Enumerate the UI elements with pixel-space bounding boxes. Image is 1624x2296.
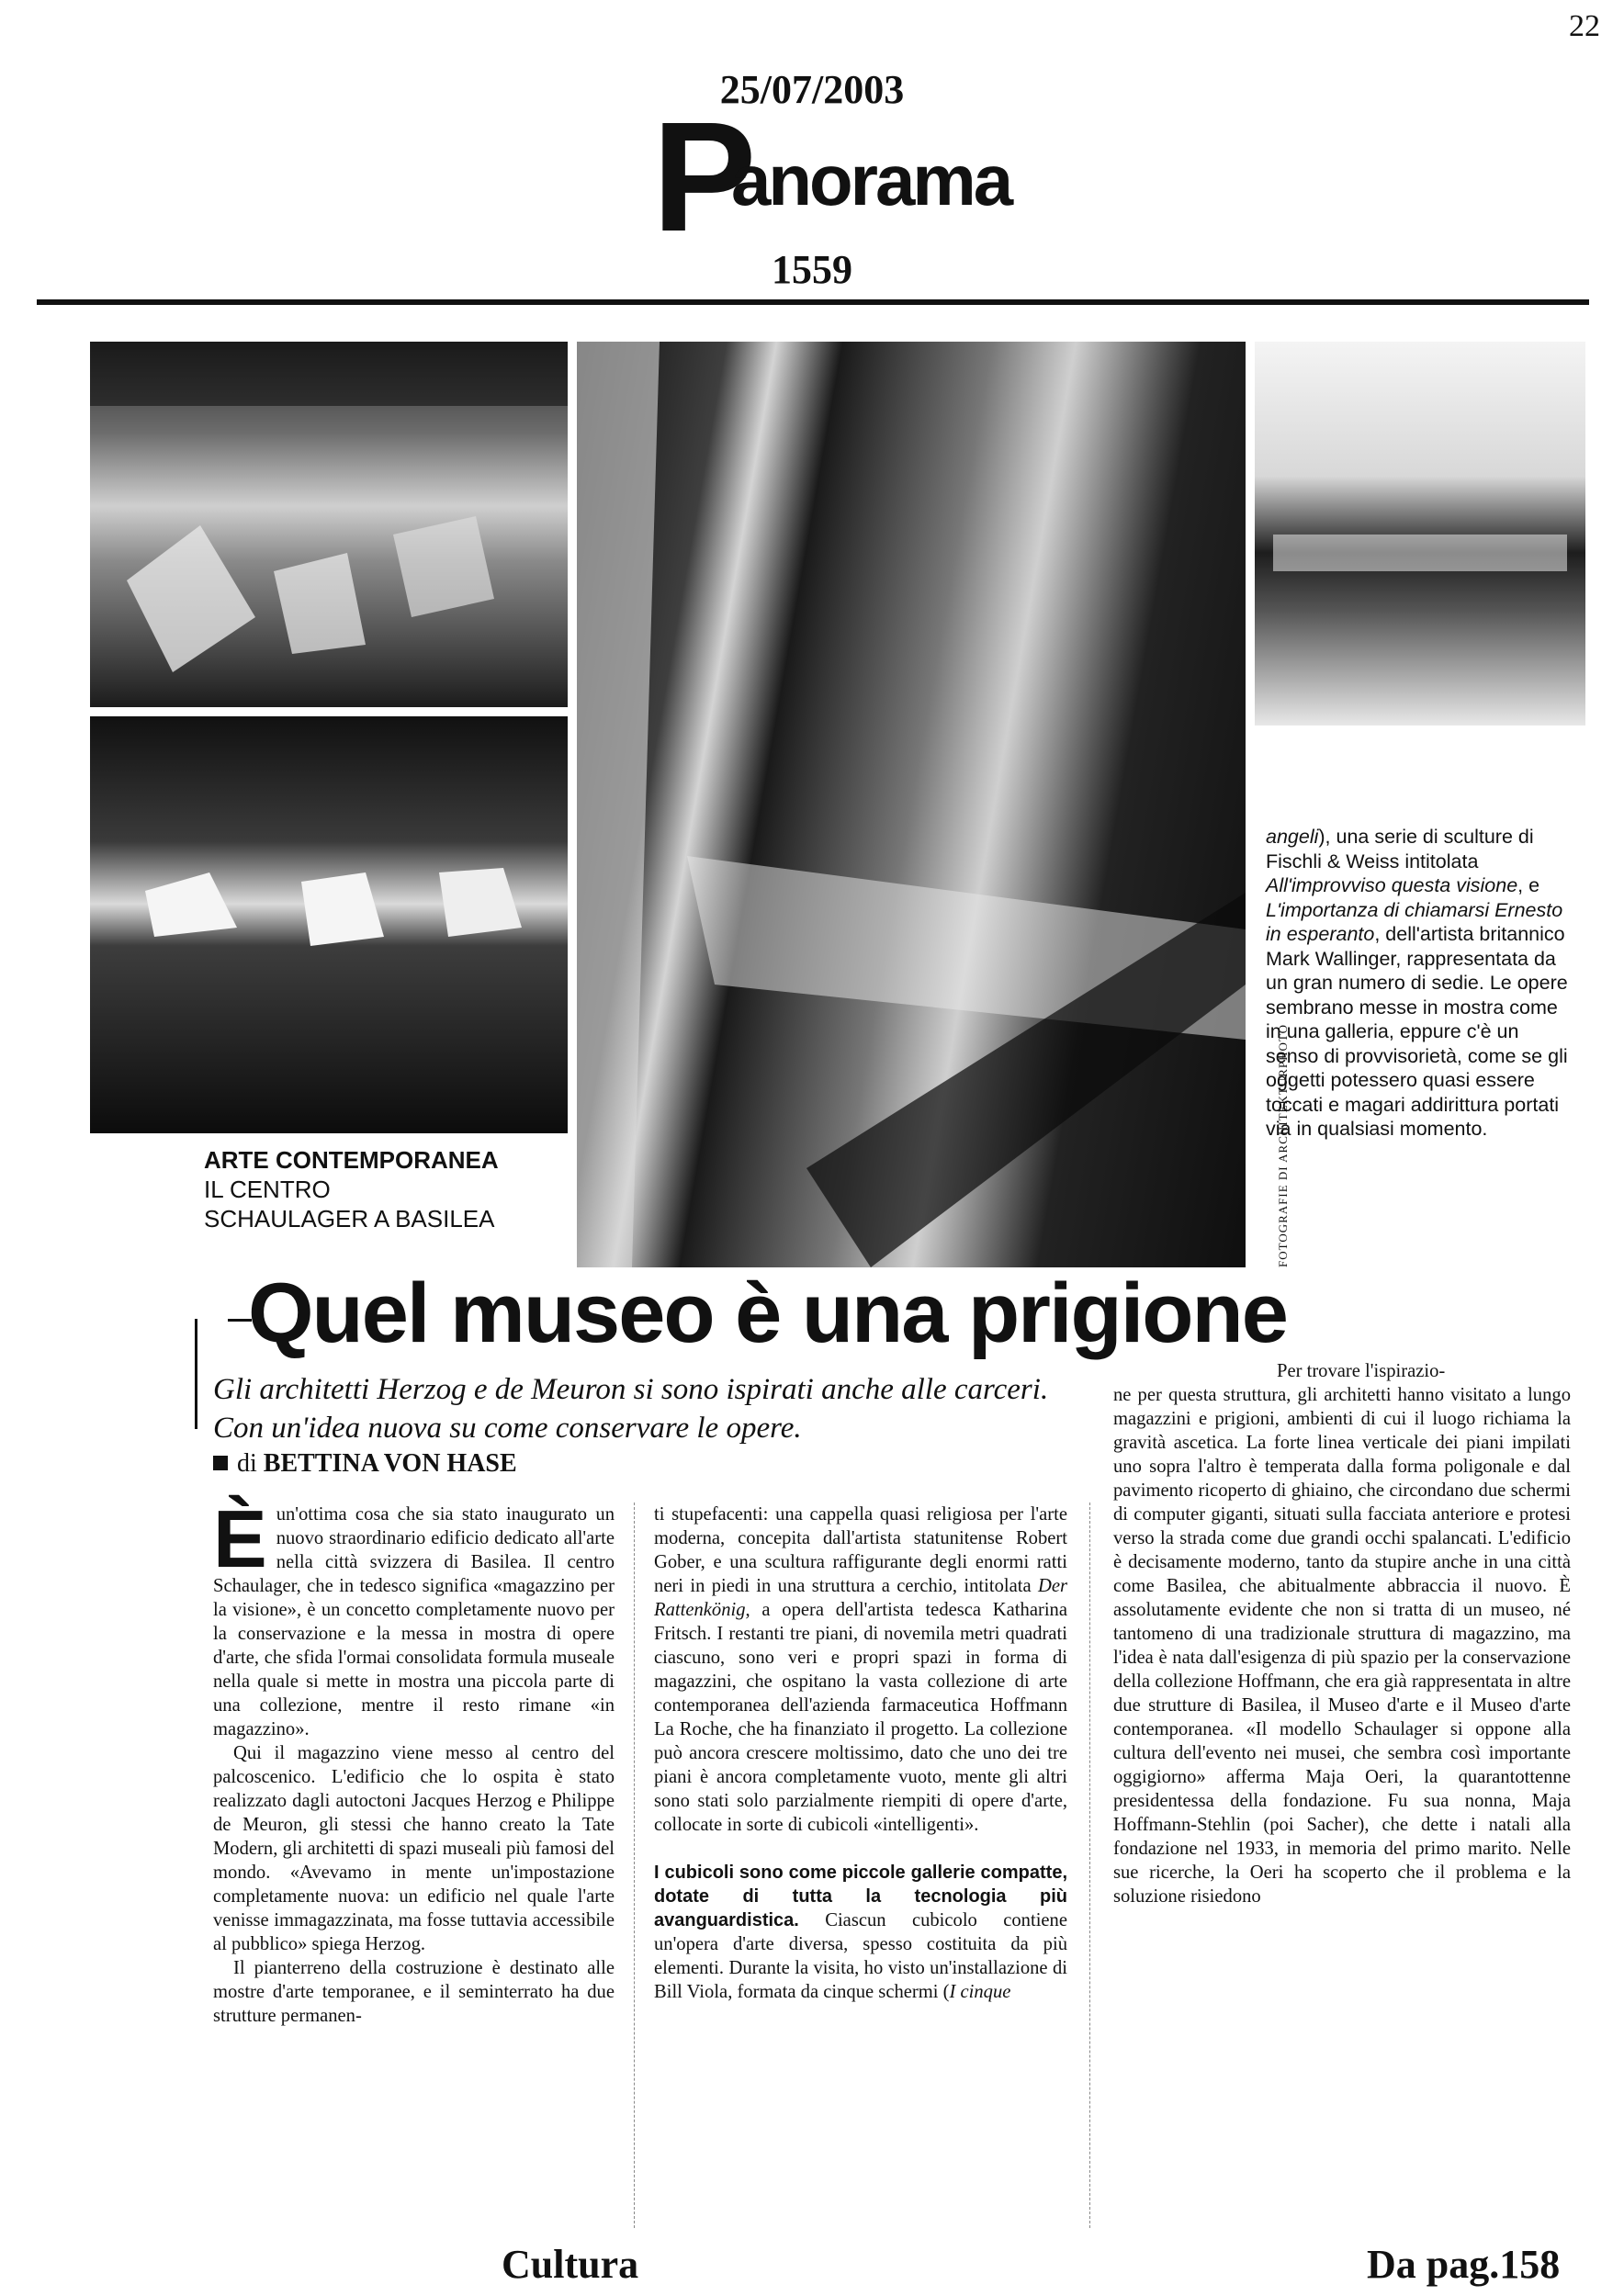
subhead: I cubicoli sono come piccole gallerie compatte, dotate di tutta la tecnologia più avanguardistica. [654,1863,1067,1930]
paragraph: Il pianterreno della costruzione è destinato alle mostre d'arte temporanee, e il seminterrato ha due strutture permanen- [213,1958,615,2026]
continuation-label: Da pag.158 [1367,2242,1561,2287]
logo-name: anorama [731,140,1011,220]
column-divider [1089,1503,1091,2228]
photo-gallery-chairs [90,342,568,707]
paragraph: un'ottima cosa che sia stato inaugurato un nuovo straordinario edificio dedicato all'arte nella città svizzera di Basilea. Il centro Schaulager, che in tedesco significa «magazzino per la visione», è un concetto completamente nuovo per la conservazione e la messa in mostra di opere d'arte, che sfida l'ormai consolidata formula museale nella quale si mette in mostra una piccola parte di una collezione, mentre il resto rimane «in magazzino». [213,1504,615,1739]
article-column-3 [1113,1359,1571,1908]
subtitle: Gli architetti Herzog e de Meuron si sono ispirati anche alle carceri. Con un'idea nuova su come conservare le opere. [213,1373,1049,1445]
page-number: 22 [1569,9,1600,43]
kicker-topic: ARTE CONTEMPORANEA [204,1146,499,1174]
kicker-line: SCHAULAGER A BASILEA [204,1205,495,1232]
photo-credit: FOTOGRAFIE DI ARCHITEKTURPHOTO [1276,1024,1290,1267]
column-divider [634,1503,636,2228]
issue-number: 1559 [772,247,852,292]
dropcap: È [213,1493,267,1584]
kicker-line: IL CENTRO [204,1176,331,1203]
paragraph: ne per questa struttura, gli architetti hanno visitato a lungo magazzini e prigioni, ambienti di cui il luogo richiama la gravità ascetica. La forte linea verticale dei piani impilati uno sopra l'altro è temperata dalla forma poligonale e dal pavimento ricoperto di ghiaino, che circondano due schermi di computer giganti, situati sulla facciata anteriore e protesi verso la strada come due grandi occhi spalancati. L'edificio è decisamente moderno, tanto da stupire anche in una città come Basilea, che abitualmente abbraccia il nuovo. È assolutamente evidente che non si tratta di un museo, né tantomeno di una tradizionale struttura di magazzino, ma l'idea è nata dall'esigenza di più spazio per la conservazione della collezione Hoffmann, che era già rappresentata in altre due strutture di Basilea, il Museo d'arte e il Museo d'arte contemporanea. «Il modello Schaulager si oppone alla cultura dell'evento nei musei, che sembra così importante oggigiorno» afferma Maja Oeri, la quarantottenne presidentessa della fondazione. Fu sua nonna, Maja Hoffmann-Stehlin (poi Sacher), che dette i natali alla fondazione nel 1933, in memoria del primo marito. Nelle sue ricerche, la Oeri ha scoperto che il problema e la soluzione risiedono [1113,1385,1571,1907]
photo-facade [577,342,1246,1267]
article-column-1 [213,1493,615,2028]
header-rule [37,299,1589,305]
publication-date: 25/07/2003 [719,67,905,112]
paragraph: I cubicoli sono come piccole gallerie compatte, dotate di tutta la tecnologia più avanguardistica. Ciascun cubicolo contiene un'opera d'arte diversa, spesso costituita da più elementi. Durante la visita, ho visto un'installazione di Bill Viola, formata da cinque schermi (I cinque [654,1863,1067,2002]
headline: Quel museo è una prigione [248,1266,1287,1360]
article-column-2 [654,1503,1067,2004]
section-label: Cultura [502,2242,639,2287]
photo-exterior [1255,342,1585,726]
headline-bracket [195,1319,197,1429]
paragraph: ti stupefacenti: una cappella quasi religiosa per l'arte moderna, concepita dall'artista statunitense Robert Gober, e una scultura raffigurante degli enormi ratti neri in piedi in una struttura a cerchio, intitolata Der Rattenkönig, a opera dell'artista tedesca Katharina Fritsch. I restanti tre piani, di novemila metri quadrati ciascuno, sono veri e propri spazi in forma di magazzini, che ospitano la vasta collezione di arte contemporanea dell'azienda farmaceutica Hoffmann La Roche, che ha finanziato il progetto. La collezione può ancora crescere moltissimo, dato che uno dei tre piani è ancora completamente vuoto, mente gli altri sono stati solo parzialmente riempiti di opere d'arte, collocate in sorte di cubicoli «intelligenti». [654,1504,1067,1835]
logo-initial: P [652,90,751,264]
author-name: BETTINA VON HASE [263,1449,517,1478]
paragraph: angeli), una serie di sculture di Fischli & Weiss intitolata All'improvviso questa visione, e L'importanza di chiamarsi Ernesto in esperanto, dell'artista britannico Mark Wallinger, rappresentata da un gran numero di sedie. Le opere sembrano messe in mostra come in una galleria, eppure c'è un senso di provvisorietà, come se gli oggetti potessero quasi essere toccati e magari addirittura portati via in qualsiasi momento. [1266,826,1568,1140]
photo-installation [90,716,568,1133]
article-column-4 [1266,825,1574,1142]
paragraph: Per trovare l'ispirazio- [1277,1361,1446,1381]
byline-bullet-icon [213,1456,228,1470]
section-kicker [204,1145,535,1233]
byline: di BETTINA VON HASE [213,1449,517,1479]
paragraph: Qui il magazzino viene messo al centro del palcoscenico. L'edificio che lo ospita è stato realizzato dagli autoctoni Jacques Herzog e Philippe de Meuron, gli stessi che hanno creato la Tate Modern, gli architetti di spazi museali più famosi del mondo. «Avevamo in mente un'impostazione completamente nuova: un edificio nel quale l'arte venisse immagazzinata, ma fosse tuttavia accessibile al pubblico» spiega Herzog. [213,1743,615,1954]
